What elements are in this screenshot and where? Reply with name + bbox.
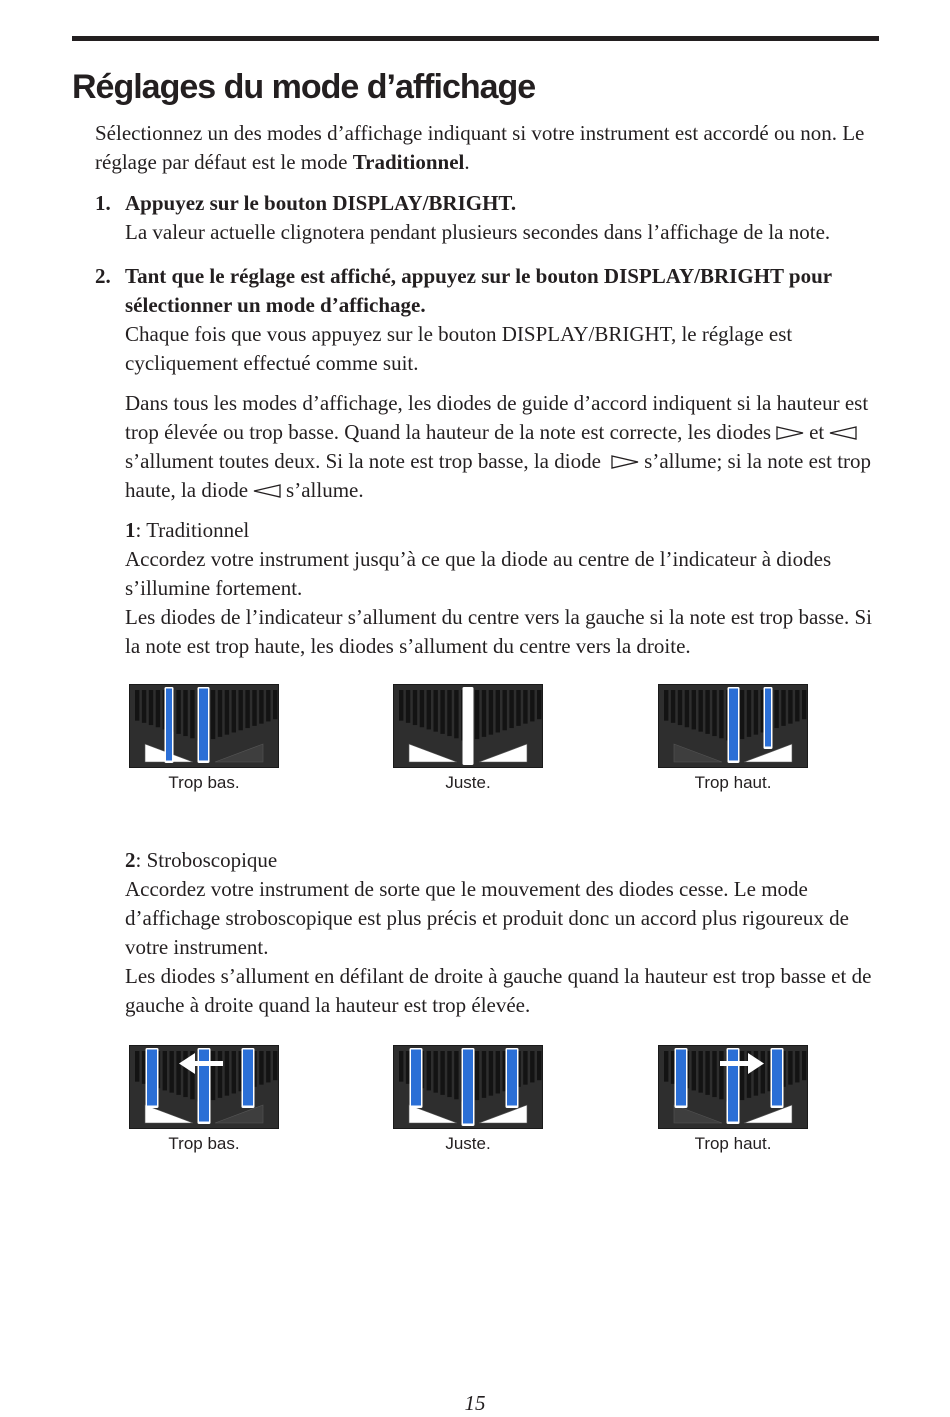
- mode-strobe-name: : Stroboscopique: [135, 848, 278, 872]
- led-segment: [530, 690, 534, 721]
- led-segment: [719, 1051, 723, 1099]
- led-segment: [795, 1051, 799, 1082]
- led-segment: [183, 690, 187, 736]
- led-segment: [399, 690, 403, 721]
- lit-led: [243, 1050, 253, 1106]
- strobe-intune-figure: [393, 1045, 543, 1129]
- lit-led: [199, 689, 208, 761]
- lit-led: [729, 689, 738, 761]
- led-segment: [664, 690, 668, 721]
- led-segment: [266, 690, 270, 721]
- lit-led: [463, 1050, 473, 1124]
- traditional-flat-figure: [129, 684, 279, 768]
- led-segment: [523, 1051, 527, 1085]
- guide-text-4: s’allume; si la note est trop haute, la diode: [125, 449, 872, 502]
- caption-traditional-intune: Juste.: [445, 773, 491, 792]
- led-segment: [135, 1051, 139, 1082]
- led-segment: [754, 690, 758, 735]
- lit-led: [199, 1050, 209, 1122]
- tuner-display: [393, 684, 543, 768]
- traditional-sharp-figure: [658, 684, 808, 768]
- led-segment: [135, 690, 139, 721]
- mode-traditional-number: 1: [125, 518, 136, 542]
- led-segment: [170, 1051, 174, 1093]
- led-segment: [176, 1051, 180, 1095]
- led-segment: [692, 1051, 696, 1090]
- led-segment: [489, 1051, 493, 1096]
- page-number: 15: [464, 1391, 486, 1415]
- led-segment: [475, 690, 479, 739]
- led-segment: [211, 690, 215, 739]
- led-segment: [273, 1051, 277, 1080]
- led-segment: [671, 690, 675, 723]
- led-segment: [774, 690, 778, 728]
- led-segment: [761, 1051, 765, 1093]
- mode-traditional-line-1: Accordez votre instrument jusqu’à ce que la diode au centre de l’indicateur à diodes s’illumine fortement.: [125, 547, 832, 600]
- tuner-display: [658, 1045, 808, 1129]
- caption-strobe-intune: Juste.: [445, 1134, 491, 1153]
- intro-paragraph: [95, 119, 885, 177]
- led-segment: [747, 690, 751, 737]
- led-segment: [454, 1051, 458, 1099]
- led-segment: [190, 690, 194, 738]
- step-1-number: 1.: [95, 191, 111, 215]
- step-1-title: Appuyez sur le bouton DISPLAY/BRIGHT.: [125, 191, 517, 215]
- tuner-display: [393, 1045, 543, 1129]
- led-segment: [273, 690, 277, 719]
- led-segment: [788, 1051, 792, 1085]
- tuner-display: [129, 684, 279, 768]
- led-segment: [496, 690, 500, 732]
- caption-traditional-sharp: Trop haut.: [694, 773, 772, 792]
- led-segment: [440, 1051, 444, 1095]
- led-segment: [523, 690, 527, 724]
- mode-traditional: [125, 516, 885, 661]
- led-segment: [399, 1051, 403, 1082]
- guide-text-5: s’allume.: [286, 478, 364, 502]
- led-segment: [239, 690, 243, 730]
- led-segment: [537, 1051, 541, 1080]
- mode-traditional-heading: [125, 516, 885, 545]
- led-segment: [740, 1051, 744, 1100]
- step-2-title: Tant que le réglage est affiché, appuyez sur le bouton DISPLAY/BRIGHT pour sélectionner un mode d’affichage.: [125, 264, 832, 317]
- guide-paragraph: [125, 389, 885, 505]
- led-segment: [252, 690, 256, 726]
- guide-text-1: Dans tous les modes d’affichage, les diodes de guide d’accord indiquent si la hauteur est trop élevée ou trop basse. Quand la hauteur de la note est correcte, les diodes: [125, 391, 869, 444]
- caption-traditional-flat: Trop bas.: [168, 773, 240, 792]
- step-2-description: Chaque fois que vous appuyez sur le bouton DISPLAY/BRIGHT, le réglage est cycliquement effectué comme suit.: [125, 322, 793, 375]
- led-segment: [266, 1051, 270, 1082]
- led-segment: [475, 1051, 479, 1100]
- lit-led: [464, 689, 472, 763]
- led-segment: [496, 1051, 500, 1093]
- led-segment: [225, 690, 229, 735]
- traditional-intune-figure: [393, 684, 543, 768]
- left-pointing-triangle-icon: [828, 425, 858, 441]
- led-segment: [795, 690, 799, 721]
- led-segment: [259, 1051, 263, 1085]
- guide-text-3: s’allument toutes deux. Si la note est trop basse, la diode: [125, 449, 601, 473]
- led-segment: [413, 690, 417, 725]
- led-segment: [712, 690, 716, 736]
- led-segment: [530, 1051, 534, 1082]
- led-segment: [427, 1051, 431, 1090]
- led-segment: [482, 690, 486, 737]
- page-title: Réglages du mode d’affichage: [72, 68, 536, 106]
- led-segment: [232, 690, 236, 732]
- right-pointing-triangle-icon: [775, 425, 805, 441]
- lit-led: [507, 1050, 517, 1106]
- led-segment: [685, 690, 689, 727]
- step-1: [95, 189, 885, 247]
- led-segment: [259, 690, 263, 724]
- lit-led: [676, 1050, 686, 1106]
- led-segment: [447, 1051, 451, 1097]
- led-segment: [503, 690, 507, 730]
- led-segment: [176, 690, 180, 734]
- led-segment: [454, 690, 458, 738]
- led-segment: [699, 690, 703, 732]
- lit-led: [411, 1050, 421, 1106]
- led-segment: [705, 1051, 709, 1095]
- step-2-number: 2.: [95, 264, 111, 288]
- led-segment: [427, 690, 431, 729]
- lit-led: [765, 689, 771, 747]
- header-rule: [72, 36, 879, 41]
- led-segment: [142, 690, 146, 723]
- mode-strobe-heading: [125, 846, 885, 875]
- led-segment: [232, 1051, 236, 1093]
- guide-text-2: et: [809, 420, 825, 444]
- led-segment: [740, 690, 744, 739]
- mode-traditional-line-2: Les diodes de l’indicateur s’allument du centre vers la gauche si la note est trop basse. Si la note est trop haute, les diodes s’allument du centre vers la droite.: [125, 605, 873, 658]
- strobe-sharp-figure: [658, 1045, 808, 1129]
- lit-led: [166, 689, 172, 761]
- intro-end: .: [464, 150, 470, 174]
- led-segment: [434, 1051, 438, 1093]
- led-segment: [802, 1051, 806, 1080]
- tuner-display: [658, 684, 808, 768]
- led-segment: [664, 1051, 668, 1082]
- mode-strobe: [125, 846, 885, 1020]
- led-segment: [788, 690, 792, 724]
- led-segment: [489, 690, 493, 735]
- led-segment: [163, 1051, 167, 1090]
- led-segment: [211, 1051, 215, 1100]
- led-segment: [699, 1051, 703, 1093]
- right-pointing-triangle-icon: [610, 454, 640, 470]
- lit-led: [772, 1050, 782, 1106]
- led-segment: [218, 1051, 222, 1098]
- mode-strobe-line-2: Les diodes s’allument en défilant de droite à gauche quand la hauteur est trop basse et de gauche à droite quand la hauteur est trop élevée.: [125, 964, 872, 1017]
- mode-strobe-number: 2: [125, 848, 136, 872]
- tuner-display: [129, 1045, 279, 1129]
- led-segment: [516, 690, 520, 726]
- caption-strobe-sharp: Trop haut.: [694, 1134, 772, 1153]
- led-segment: [781, 690, 785, 726]
- led-segment: [447, 690, 451, 736]
- led-segment: [705, 690, 709, 734]
- led-segment: [156, 690, 160, 727]
- led-segment: [692, 690, 696, 729]
- strobe-flat-figure: [129, 1045, 279, 1129]
- led-segment: [218, 690, 222, 737]
- led-segment: [225, 1051, 229, 1096]
- led-segment: [482, 1051, 486, 1098]
- caption-strobe-flat: Trop bas.: [168, 1134, 240, 1153]
- mode-traditional-name: : Traditionnel: [135, 518, 250, 542]
- lit-led: [728, 1050, 738, 1122]
- led-segment: [712, 1051, 716, 1097]
- lit-led: [147, 1050, 157, 1106]
- led-segment: [183, 1051, 187, 1097]
- intro-text: Sélectionnez un des modes d’affichage indiquant si votre instrument est accordé ou non. Le réglage par défaut est le mode: [95, 121, 865, 174]
- intro-default-mode: Traditionnel: [352, 150, 465, 174]
- led-segment: [245, 690, 249, 728]
- led-segment: [802, 690, 806, 719]
- led-segment: [406, 690, 410, 723]
- led-segment: [537, 690, 541, 719]
- led-segment: [420, 690, 424, 727]
- led-segment: [678, 690, 682, 725]
- step-2: [95, 262, 885, 378]
- mode-strobe-line-1: Accordez votre instrument de sorte que le mouvement des diodes cesse. Le mode d’affichage stroboscopique est plus précis et produit donc un accord plus rigoureux de votre instrument.: [125, 877, 849, 959]
- led-segment: [719, 690, 723, 738]
- led-segment: [509, 690, 513, 728]
- led-segment: [149, 690, 153, 725]
- led-segment: [434, 690, 438, 732]
- led-segment: [440, 690, 444, 734]
- left-pointing-triangle-icon: [252, 483, 282, 499]
- step-1-description: La valeur actuelle clignotera pendant plusieurs secondes dans l’affichage de la note.: [125, 220, 831, 244]
